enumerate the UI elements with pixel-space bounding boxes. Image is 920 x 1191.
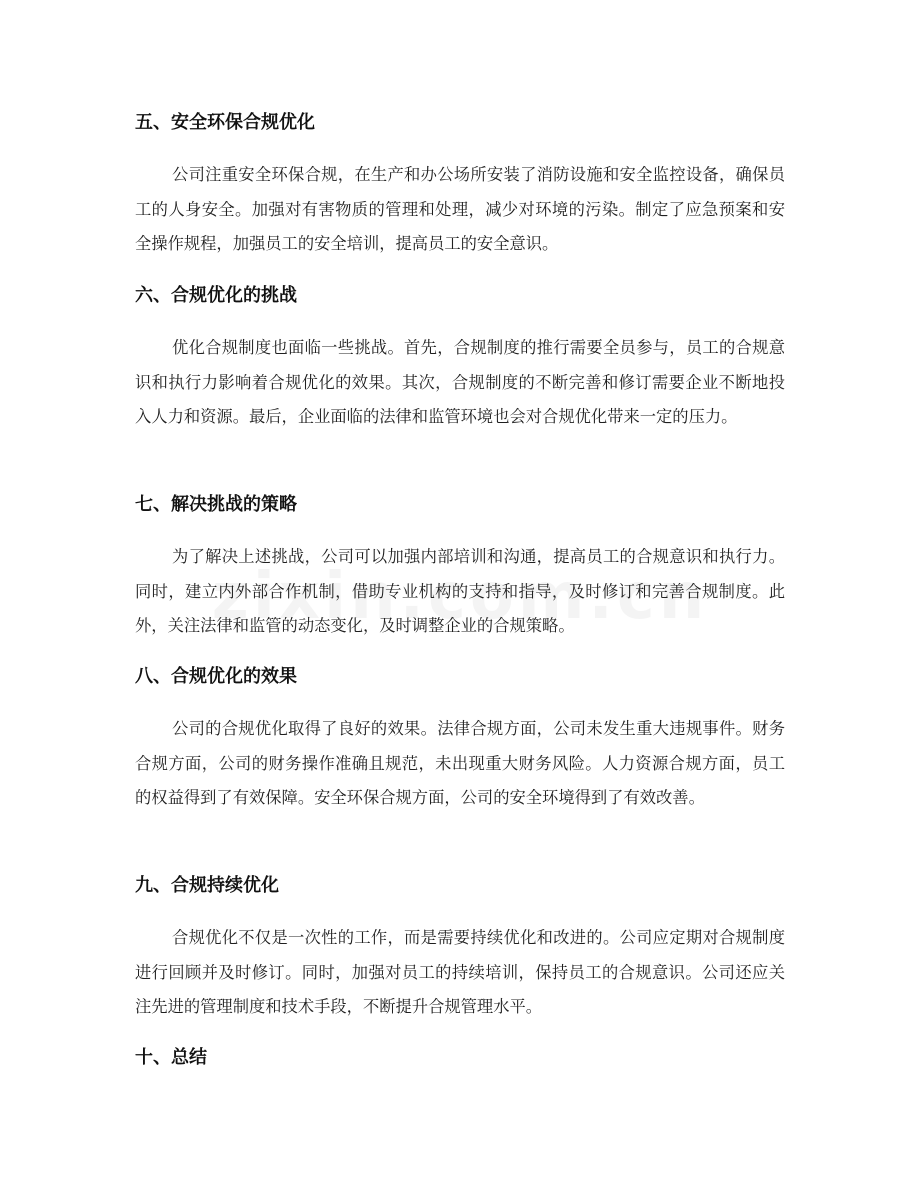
section-paragraph-6: 优化合规制度也面临一些挑战。首先，合规制度的推行需要全员参与，员工的合规意识和执行力影响着合规优化的效果。其次，合规制度的不断完善和修订需要企业不断地投入人力和资源。最后，企业面临的法律和监管环境也会对合规优化带来一定的压力。 [135, 338, 785, 426]
section-paragraph-9: 合规优化不仅是一次性的工作，而是需要持续优化和改进的。公司应定期对合规制度进行回顾并及时修订。同时，加强对员工的持续培训，保持员工的合规意识。公司还应关注先进的管理制度和技术手段，不断提升合规管理水平。 [135, 928, 785, 1016]
section-heading-9: 九、合规持续优化 [135, 875, 279, 896]
section-heading-6: 六、合规优化的挑战 [135, 285, 297, 306]
section-paragraph-5: 公司注重安全环保合规，在生产和办公场所安装了消防设施和安全监控设备，确保员工的人身安全。加强对有害物质的管理和处理，减少对环境的污染。制定了应急预案和安全操作规程，加强员工的安全培训，提高员工的安全意识。 [135, 165, 785, 253]
section-heading-10: 十、总结 [135, 1047, 207, 1068]
section-heading-5: 五、安全环保合规优化 [135, 112, 315, 133]
section-paragraph-8: 公司的合规优化取得了良好的效果。法律合规方面，公司未发生重大违规事件。财务合规方面，公司的财务操作准确且规范，未出现重大财务风险。人力资源合规方面，员工的权益得到了有效保障。安全环保合规方面，公司的安全环境得到了有效改善。 [135, 719, 785, 807]
section-heading-7: 七、解决挑战的策略 [135, 494, 297, 515]
section-heading-8: 八、合规优化的效果 [135, 666, 297, 687]
section-paragraph-7: 为了解决上述挑战，公司可以加强内部培训和沟通，提高员工的合规意识和执行力。同时，建立内外部合作机制，借助专业机构的支持和指导，及时修订和完善合规制度。此外，关注法律和监管的动态变化，及时调整企业的合规策略。 [135, 547, 785, 635]
